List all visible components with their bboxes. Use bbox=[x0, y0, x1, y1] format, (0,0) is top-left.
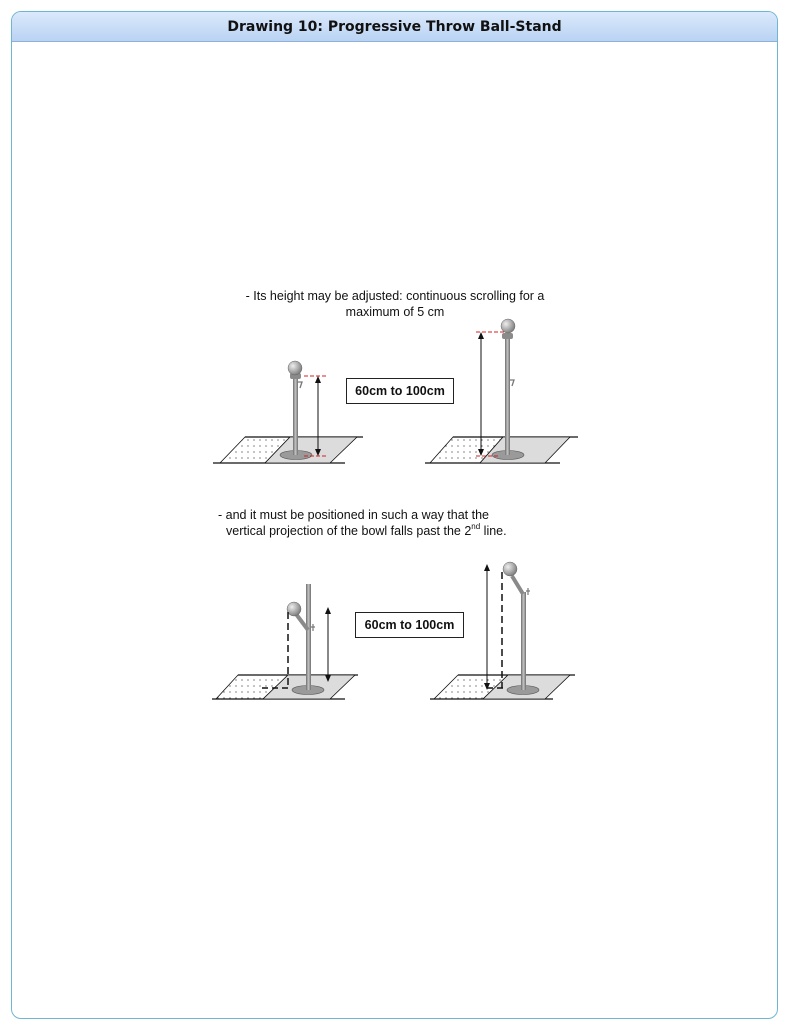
caption-positioning bbox=[218, 507, 558, 539]
caption-height-line-1: - Its height may be adjusted: continuous scrolling for a bbox=[245, 289, 545, 303]
caption-positioning-line-2 bbox=[218, 523, 558, 539]
caption-height-line-2: maximum of 5 cm bbox=[345, 305, 445, 319]
caption-positioning-line-1: - and it must be positioned in such a way that the bbox=[218, 508, 489, 522]
caption-height-adjust bbox=[200, 288, 590, 320]
range-label-bottom: 60cm to 100cm bbox=[355, 612, 464, 638]
stand-top-left bbox=[213, 361, 363, 463]
range-label-top: 60cm to 100cm bbox=[346, 378, 454, 404]
stand-bottom-left bbox=[212, 584, 358, 699]
page-title: Drawing 10: Progressive Throw Ball-Stand bbox=[227, 18, 562, 35]
ordinal-suffix: nd bbox=[471, 522, 481, 531]
caption-line-2-text: vertical projection of the bowl falls past the 2 bbox=[226, 524, 472, 538]
caption-line-2-end: line. bbox=[480, 524, 507, 538]
